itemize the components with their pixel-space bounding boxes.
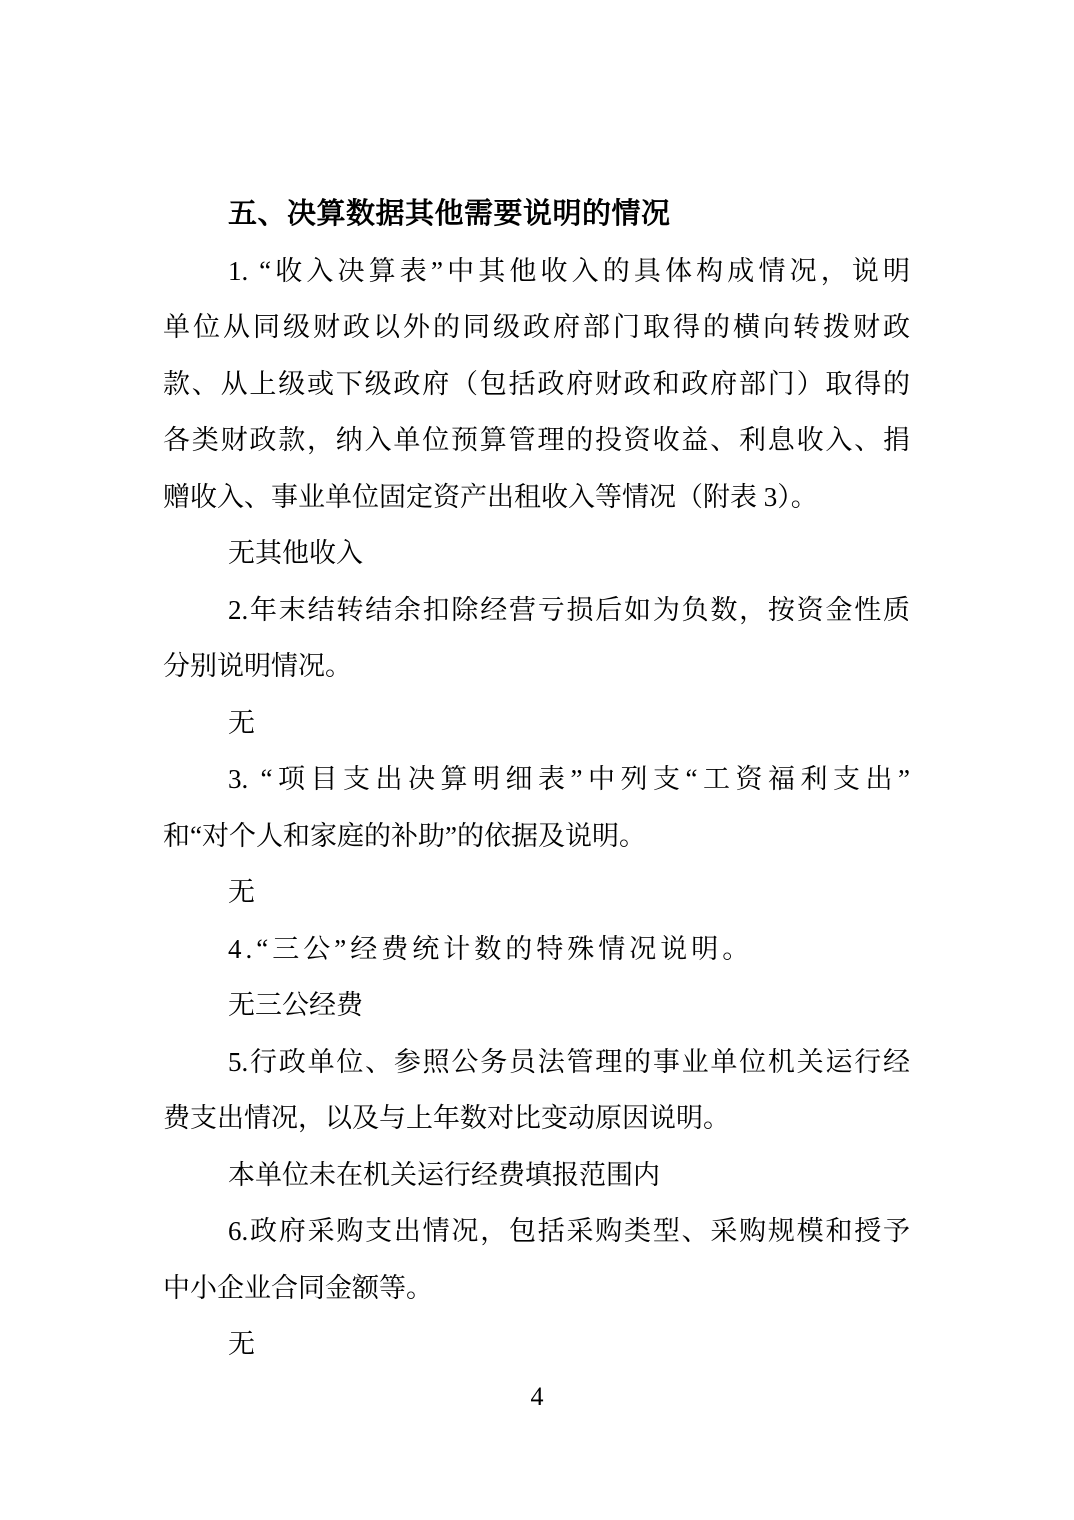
text-line: 无 [228, 707, 255, 738]
paragraph [163, 582, 910, 695]
text-line: 无 [228, 1329, 255, 1359]
paragraph [163, 921, 910, 978]
text-line: 3. “项目支出决算明细表”中列支“工资福利支出” [228, 764, 910, 794]
paragraph [163, 695, 910, 752]
page-number: 4 [530, 1382, 544, 1411]
text-line: 中小企业合同金额等。 [163, 1272, 433, 1303]
paragraph [163, 1147, 910, 1204]
paragraph [163, 1203, 910, 1316]
text-line: 无三公经费 [228, 990, 363, 1020]
text-line: 分别说明情况。 [163, 651, 352, 681]
text-line: 无其他收入 [228, 538, 363, 568]
paragraph [163, 1316, 910, 1373]
text-line: 1. “收入决算表”中其他收入的具体构成情况，说明 [228, 255, 910, 286]
text-line: 5.行政单位、参照公务员法管理的事业单位机关运行经 [228, 1046, 910, 1077]
text-line: 单位从同级财政以外的同级政府部门取得的横向转拨财政 [163, 312, 910, 342]
paragraphs-container [163, 243, 910, 1373]
paragraph [163, 243, 910, 526]
paragraph [163, 525, 910, 582]
text-line: 4.“三公”经费统计数的特殊情况说明。 [228, 933, 754, 964]
paragraph [163, 864, 910, 921]
text-line: 和“对个人和家庭的补助”的依据及说明。 [163, 820, 646, 851]
text-line: 赠收入、事业单位固定资产出租收入等情况（附表 3）。 [163, 481, 818, 512]
text-line: 本单位未在机关运行经费填报范围内 [228, 1159, 660, 1190]
paragraph [163, 1034, 910, 1147]
section-heading: 五、决算数据其他需要说明的情况 [228, 198, 671, 230]
text-line: 各类财政款，纳入单位预算管理的投资收益、利息收入、捐 [163, 425, 910, 455]
text-line: 费支出情况，以及与上年数对比变动原因说明。 [163, 1103, 730, 1133]
paragraph [163, 751, 910, 864]
text-line: 无 [228, 877, 255, 907]
text-line: 款、从上级或下级政府（包括政府财政和政府部门）取得的 [163, 368, 910, 399]
paragraph [163, 977, 910, 1034]
text-line: 2.年末结转结余扣除经营亏损后如为负数，按资金性质 [228, 594, 910, 625]
text-line: 6.政府采购支出情况，包括采购类型、采购规模和授予 [228, 1216, 910, 1246]
document-body [163, 186, 910, 1373]
